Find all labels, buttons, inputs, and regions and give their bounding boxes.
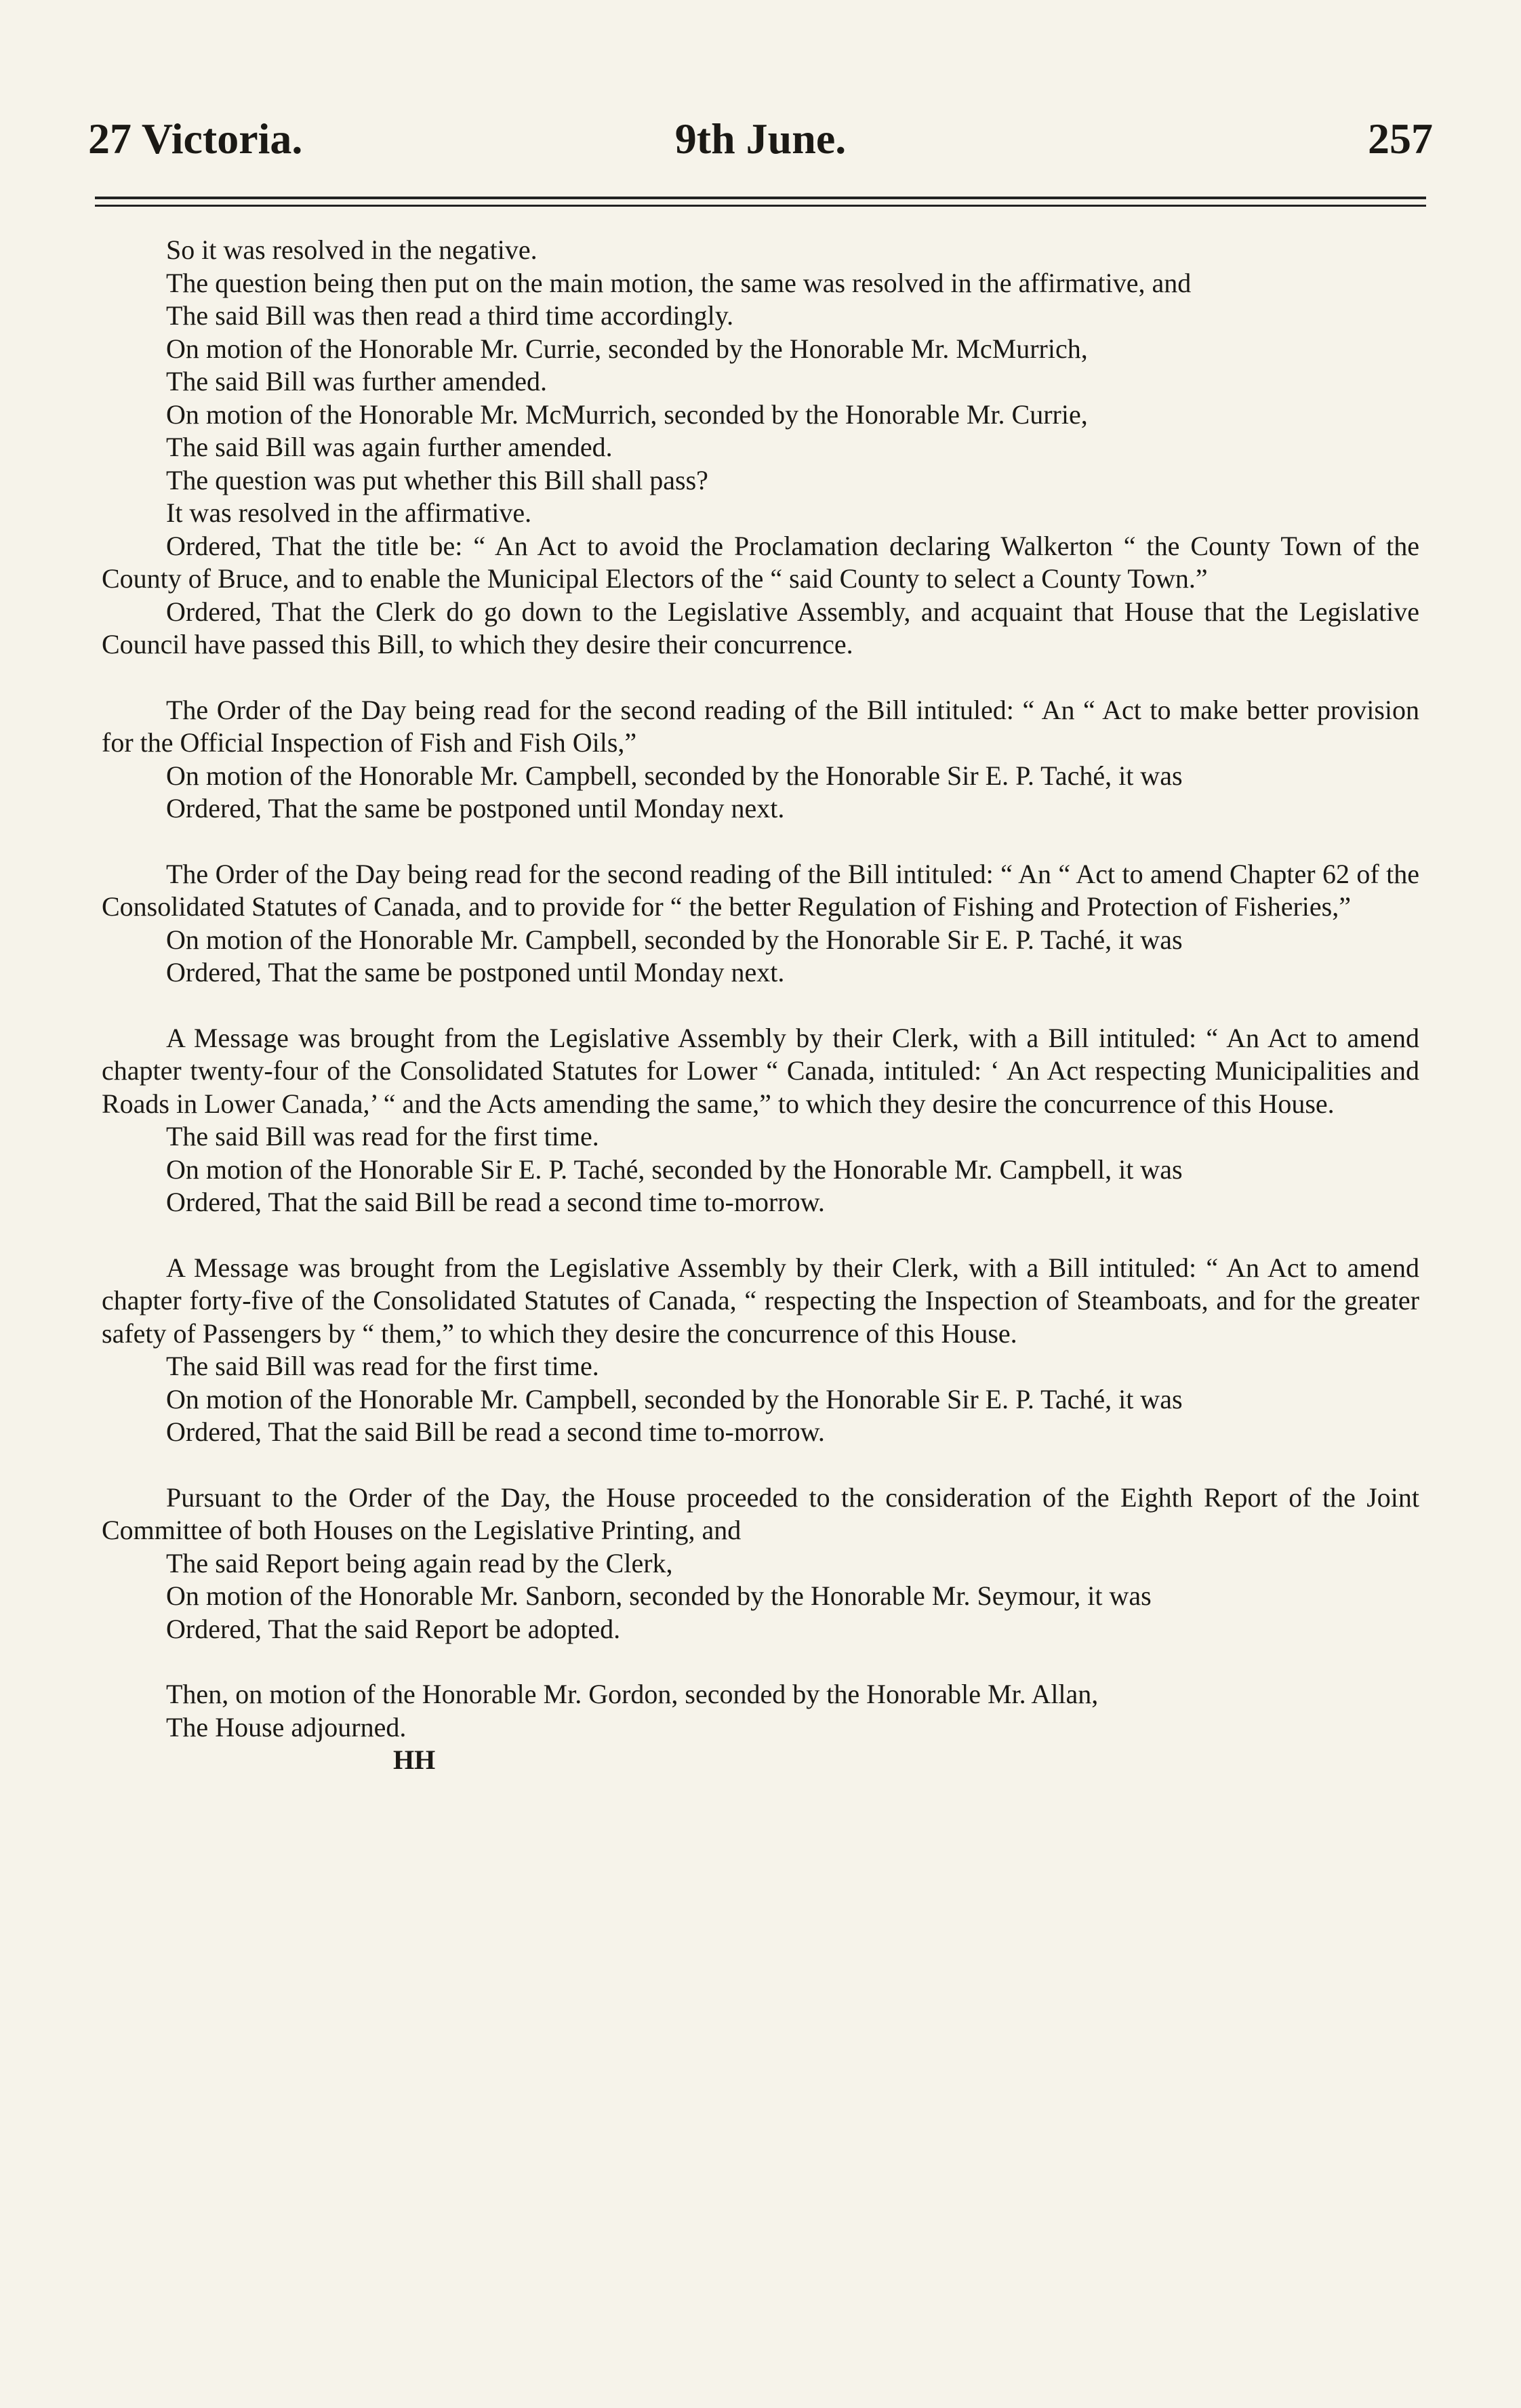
paragraph: Ordered, That the said Report be adopted. — [166, 1613, 621, 1644]
paragraph: Then, on motion of the Honorable Mr. Gordon, seconded by the Honorable Mr. Allan, — [166, 1679, 1099, 1709]
paragraph: The said Bill was then read a third time accordingly. — [166, 300, 734, 331]
paragraph: On motion of the Honorable Mr. Sanborn, seconded by the Honorable Mr. Seymour, it was — [166, 1580, 1152, 1611]
header-rule-top — [95, 197, 1426, 199]
paragraph: Pursuant to the Order of the Day, the House proceeded to the consideration of the Eighth Report of the Joint Committee of both Houses on the Legislative Printing, and — [102, 1482, 1419, 1545]
paragraph: Ordered, That the Clerk do go down to the Legislative Assembly, and acquaint that House that the Legislative Council have passed this Bill, to which they desire their concurrence. — [102, 596, 1419, 659]
paragraph-gap — [102, 1219, 1419, 1252]
paragraph-gap — [102, 1449, 1419, 1482]
signature-mark: HH — [393, 1744, 436, 1775]
paragraph: The said Bill was read for the first time. — [166, 1121, 599, 1151]
running-header — [88, 102, 1433, 176]
paragraph-gap — [102, 989, 1419, 1022]
paragraph-gap — [102, 661, 1419, 694]
paragraph: On motion of the Honorable Sir E. P. Taché, seconded by the Honorable Mr. Campbell, it was — [166, 1154, 1183, 1185]
paragraph: Ordered, That the title be: “ An Act to avoid the Proclamation declaring Walkerton “ the County Town of the County of Bruce, and to enable the Municipal Electors of the “ said County to select a County Town.” — [102, 530, 1419, 594]
paragraph: On motion of the Honorable Mr. Campbell, seconded by the Honorable Sir E. P. Taché, it was — [166, 924, 1183, 955]
paragraph: A Message was brought from the Legislative Assembly by their Clerk, with a Bill intituled: “ An Act to amend chapter forty-five of the Consolidated Statutes of Canada, “ respecting the Inspection of Steamboats, and for the greater safety of Passengers by “ them,” to which they desire the concurrence of this House. — [102, 1252, 1419, 1349]
paragraph: The House adjourned. — [166, 1711, 407, 1742]
proceedings-text — [102, 234, 1419, 1777]
paragraph: The Order of the Day being read for the second reading of the Bill intituled: “ An “ Act to amend Chapter 62 of the Consolidated Statutes of Canada, and to provide for “ the better Regulation of Fishing and Protection of Fisheries,” — [102, 858, 1419, 922]
paragraph: On motion of the Honorable Mr. Currie, seconded by the Honorable Mr. McMurrich, — [166, 333, 1088, 364]
paragraph: On motion of the Honorable Mr. Campbell, seconded by the Honorable Sir E. P. Taché, it was — [166, 1383, 1183, 1414]
paragraph: A Message was brought from the Legislative Assembly by their Clerk, with a Bill intituled: “ An Act to amend chapter twenty-four of the Consolidated Statutes for Lower “ Canada, intituled: ‘ An Act respecting Municipalities and Roads in Lower Canada,’ “ and the Acts amending the same,” to which they desire the concurrence of this House. — [102, 1022, 1419, 1119]
paragraph: The said Bill was read for the first time. — [166, 1351, 599, 1381]
paragraph-gap — [102, 1646, 1419, 1678]
header-regnal-year: 27 Victoria. — [88, 115, 303, 163]
paragraph: The said Bill was further amended. — [166, 366, 548, 396]
paragraph: On motion of the Honorable Mr. Campbell, seconded by the Honorable Sir E. P. Taché, it was — [166, 760, 1183, 791]
paragraph-gap — [102, 825, 1419, 858]
paragraph: The said Report being again read by the Clerk, — [166, 1547, 673, 1578]
paragraph: The said Bill was again further amended. — [166, 432, 613, 462]
paragraph: The question being then put on the main motion, the same was resolved in the affirmative, and — [166, 267, 1192, 298]
header-date: 9th June. — [674, 115, 847, 163]
paragraph: Ordered, That the same be postponed until Monday next. — [166, 957, 785, 987]
paragraph: Ordered, That the same be postponed until Monday next. — [166, 793, 785, 823]
paragraph: Ordered, That the said Bill be read a second time to-morrow. — [166, 1187, 825, 1217]
paragraph: So it was resolved in the negative. — [166, 234, 538, 265]
paragraph: Ordered, That the said Bill be read a second time to-morrow. — [166, 1416, 825, 1447]
paragraph: It was resolved in the affirmative. — [166, 497, 532, 528]
paragraph: The Order of the Day being read for the second reading of the Bill intituled: “ An “ Act to make better provision for the Official Inspection of Fish and Fish Oils,” — [102, 694, 1419, 758]
page-number: 257 — [1368, 115, 1433, 163]
paragraph: On motion of the Honorable Mr. McMurrich, seconded by the Honorable Mr. Currie, — [166, 399, 1088, 430]
header-rule-bottom — [95, 205, 1426, 207]
paragraph: The question was put whether this Bill shall pass? — [166, 464, 708, 495]
